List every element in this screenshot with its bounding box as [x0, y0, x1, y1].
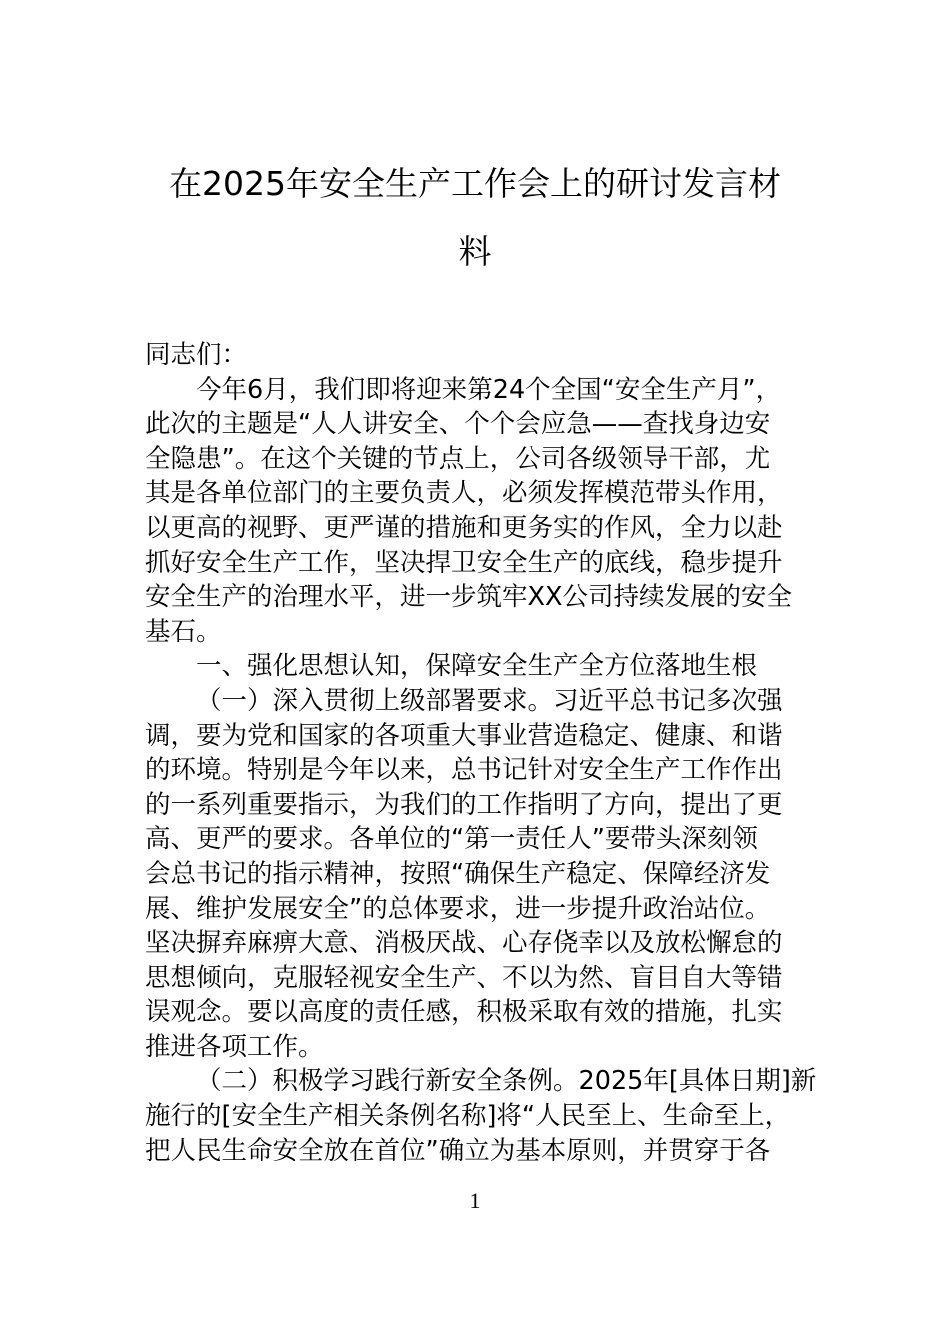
paragraph-line: 会总书记的指示精神，按照“确保生产稳定、保障经济发: [145, 858, 771, 889]
paragraph-line: 调，要为党和国家的各项重大事业营造稳定、健康、和谐: [145, 720, 783, 751]
greeting: 同志们：: [145, 340, 248, 370]
paragraph-line: 其是各单位部门的主要负责人，必须发挥模范带头作用，: [145, 478, 783, 509]
paragraph-line: 此次的主题是“人人讲安全、个个会应急——查找身边安: [145, 409, 771, 440]
document-body: [145, 338, 817, 1168]
document-title: [130, 150, 820, 286]
paragraph-line: 以更高的视野、更严谨的措施和更务实的作风，全力以赴: [145, 512, 783, 543]
title-line-1: 在2025年安全生产工作会上的研讨发言材: [169, 164, 781, 203]
paragraph-line: 基石。: [145, 616, 222, 647]
paragraph-line: 推进各项工作。: [145, 1031, 324, 1062]
paragraph-line: （二）积极学习践行新安全条例。2025年[具体日期]新: [196, 1066, 817, 1097]
paragraph-line: 抓好安全生产工作，坚决捍卫安全生产的底线，稳步提升: [145, 547, 783, 578]
page-number: 1: [469, 1188, 481, 1213]
paragraph-line: 把人民生命安全放在首位”确立为基本原则，并贯穿于各: [145, 1135, 771, 1166]
paragraph-line: 展、维护发展安全”的总体要求，进一步提升政治站位。: [145, 893, 771, 924]
section-heading: 一、强化思想认知，保障安全生产全方位落地生根: [196, 651, 758, 682]
paragraph-line: 思想倾向，克服轻视安全生产、不以为然、盲目自大等错: [145, 962, 783, 993]
paragraph-line: 全隐患”。在这个关键的节点上，公司各级领导干部，尤: [145, 443, 771, 474]
paragraph-line: 高、更严的要求。各单位的“第一责任人”要带头深刻领: [145, 824, 758, 855]
paragraph-line: 安全生产的治理水平，进一步筑牢XX公司持续发展的安全: [145, 582, 792, 613]
paragraph-line: 今年6月，我们即将迎来第24个全国“安全生产月”，: [196, 374, 782, 405]
paragraph-line: 的一系列重要指示，为我们的工作指明了方向，提出了更: [145, 789, 783, 820]
paragraph-line: 的环境。特别是今年以来，总书记针对安全生产工作作出: [145, 755, 783, 786]
paragraph-line: 坚决摒弃麻痹大意、消极厌战、心存侥幸以及放松懈怠的: [145, 928, 783, 959]
paragraph-line: （一）深入贯彻上级部署要求。习近平总书记多次强: [196, 685, 783, 716]
paragraph-line: 误观念。要以高度的责任感，积极采取有效的措施，扎实: [145, 997, 783, 1028]
paragraph-line: 施行的[安全生产相关条例名称]将“人民至上、生命至上，: [145, 1101, 791, 1132]
title-line-2: 料: [458, 232, 492, 271]
